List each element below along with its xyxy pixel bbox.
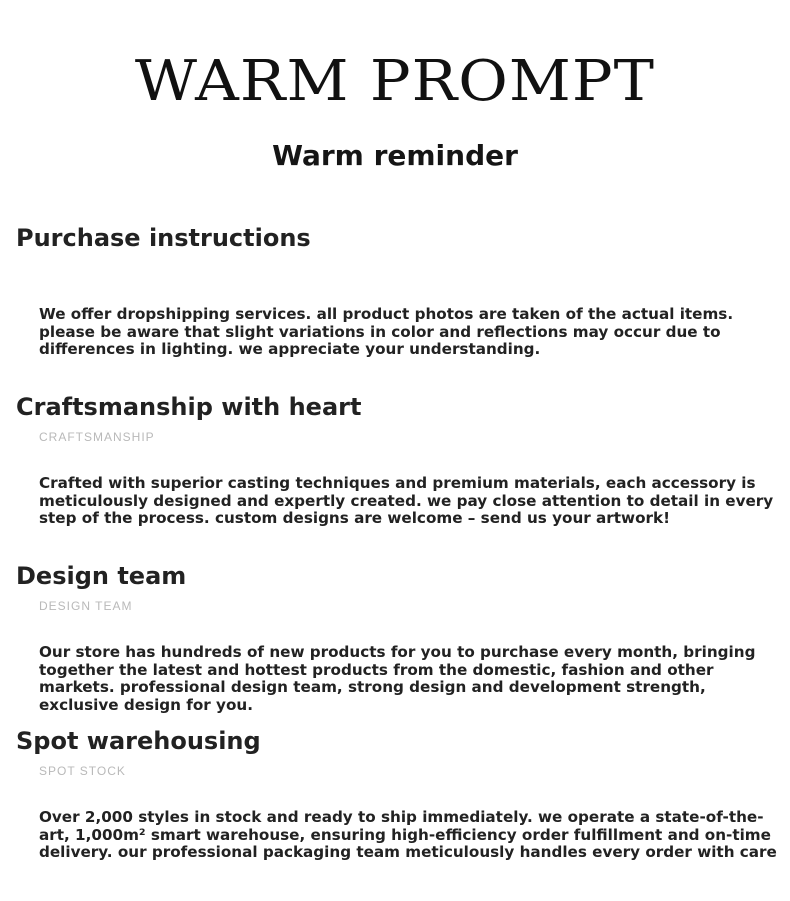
section-body: Our store has hundreds of new products for you to purchase every month, bringing together the latest and hottest products from the domestic, fashion and other markets. professional design team, strong design and development strength, exclusive design for you. [39, 643, 756, 714]
hero-title: WARM PROMPT [134, 49, 656, 114]
section-heading: Purchase instructions [16, 224, 311, 252]
section-subheading: SPOT STOCK [39, 764, 126, 778]
page-subtitle: Warm reminder [272, 139, 518, 172]
section-subheading: CRAFTSMANSHIP [39, 430, 155, 444]
section-subheading: DESIGN TEAM [39, 599, 133, 613]
section-body: Over 2,000 styles in stock and ready to ship immediately. we operate a state-of-the-art, 1,000m² smart warehouse, ensuring high-efficiency order fulfillment and on-time delivery. our professional packaging team meticulously handles every order with care [39, 808, 777, 861]
section-heading: Spot warehousing [16, 727, 261, 755]
section-body: We offer dropshipping services. all product photos are taken of the actual items. please be aware that slight variations in color and reflections may occur due to differences in lighting. we appreciate your understanding. [39, 305, 734, 358]
section-body: Crafted with superior casting techniques and premium materials, each accessory is meticulously designed and expertly created. we pay close attention to detail in every step of the process. custom designs are welcome – send us your artwork! [39, 474, 774, 527]
section-heading: Craftsmanship with heart [16, 393, 362, 421]
section-heading: Design team [16, 562, 187, 590]
